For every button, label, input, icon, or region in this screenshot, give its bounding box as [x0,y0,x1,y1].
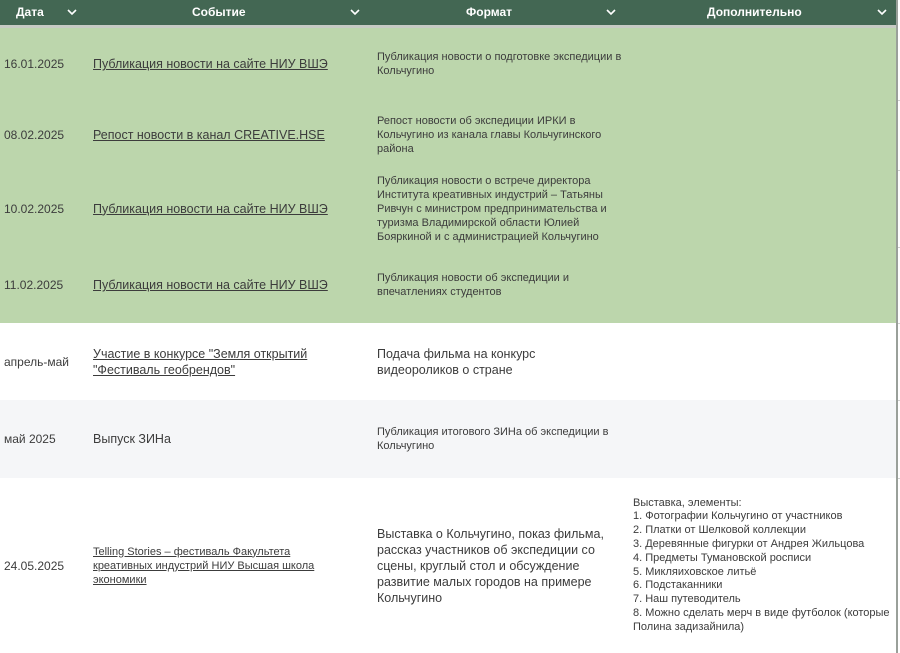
chevron-down-icon[interactable] [350,8,360,16]
format-cell: Подача фильма на конкурс видеороликов о стране [377,346,536,377]
event-text: Выпуск ЗИНа [93,432,171,446]
event-link[interactable]: Участие в конкурсе "Земля открытий "Фестиваль геобрендов" [93,346,308,377]
event-link[interactable]: Публикация новости на сайте НИУ ВШЭ [93,201,328,216]
chevron-down-icon[interactable] [877,8,887,16]
column-header-label: Событие [192,5,246,19]
table-row [0,170,896,247]
column-header-label: Формат [466,5,513,19]
date-cell: 24.05.2025 [4,558,65,573]
table-header [0,0,896,25]
column-header-label: Дата [16,5,44,19]
table-row [0,478,896,653]
table-row [0,400,896,478]
format-cell: Публикация итогового ЗИНа об экспедиции в Кольчугино [377,426,609,452]
chevron-down-icon[interactable] [606,8,616,16]
format-cell: Публикация новости о подготовке экспедиции в Кольчугино [377,51,622,77]
format-cell: Выставка о Кольчугино, показ фильма, рассказ участников об экспедиции со сцены, круглый стол и обсуждение развитие малых городов на примере Кольчугино [377,526,604,605]
extra-cell: Выставка, элементы: 1. Фотографии Кольчугино от участников 2. Платки от Шелковой коллекции 3. Деревянные фигурки от Андрея Жильцова 4. Предметы Тумановской росписи 5. Микляиховское литьё 6. Подстаканники 7. Наш путеводитель 8. Можно сделать мерч в виде футболок (которые Полина задизайнила) [633,496,890,633]
format-cell: Публикация новости об экспедиции и впечатлениях студентов [377,272,570,298]
table-row [0,323,896,400]
event-link[interactable]: Telling Stories – фестиваль Факультета креативных индустрий НИУ Высшая школа экономики [93,545,315,586]
date-cell: 08.02.2025 [4,128,65,142]
column-header-extra[interactable] [625,0,896,25]
table-row [0,28,896,100]
date-cell: май 2025 [4,432,56,446]
column-header-event[interactable] [90,0,370,25]
table-row [0,247,896,323]
column-header-label: Дополнительно [707,5,802,19]
date-cell: 16.01.2025 [4,57,65,71]
event-link[interactable]: Публикация новости на сайте НИУ ВШЭ [93,57,328,71]
table-right-border [896,0,898,653]
column-header-format[interactable] [370,0,625,25]
date-cell: 11.02.2025 [4,278,64,292]
chevron-down-icon[interactable] [67,8,77,16]
event-link[interactable]: Репост новости в канал CREATIVE.HSE [93,128,325,142]
format-cell: Репост новости об экспедиции ИРКИ в Кольчугино из канала главы Кольчугинского района [377,115,602,155]
date-cell: апрель-май [4,354,69,369]
format-cell: Публикация новости о встрече директора Института креативных индустрий – Татьяны Ривчун с министром предпринимательства и туризма Владимирской области Юлией Бояркиной и с администрацией Кольчугино [377,174,607,243]
column-header-date[interactable] [0,0,90,25]
event-link[interactable]: Публикация новости на сайте НИУ ВШЭ [93,278,328,292]
table-row [0,100,896,170]
date-cell: 10.02.2025 [4,201,65,216]
